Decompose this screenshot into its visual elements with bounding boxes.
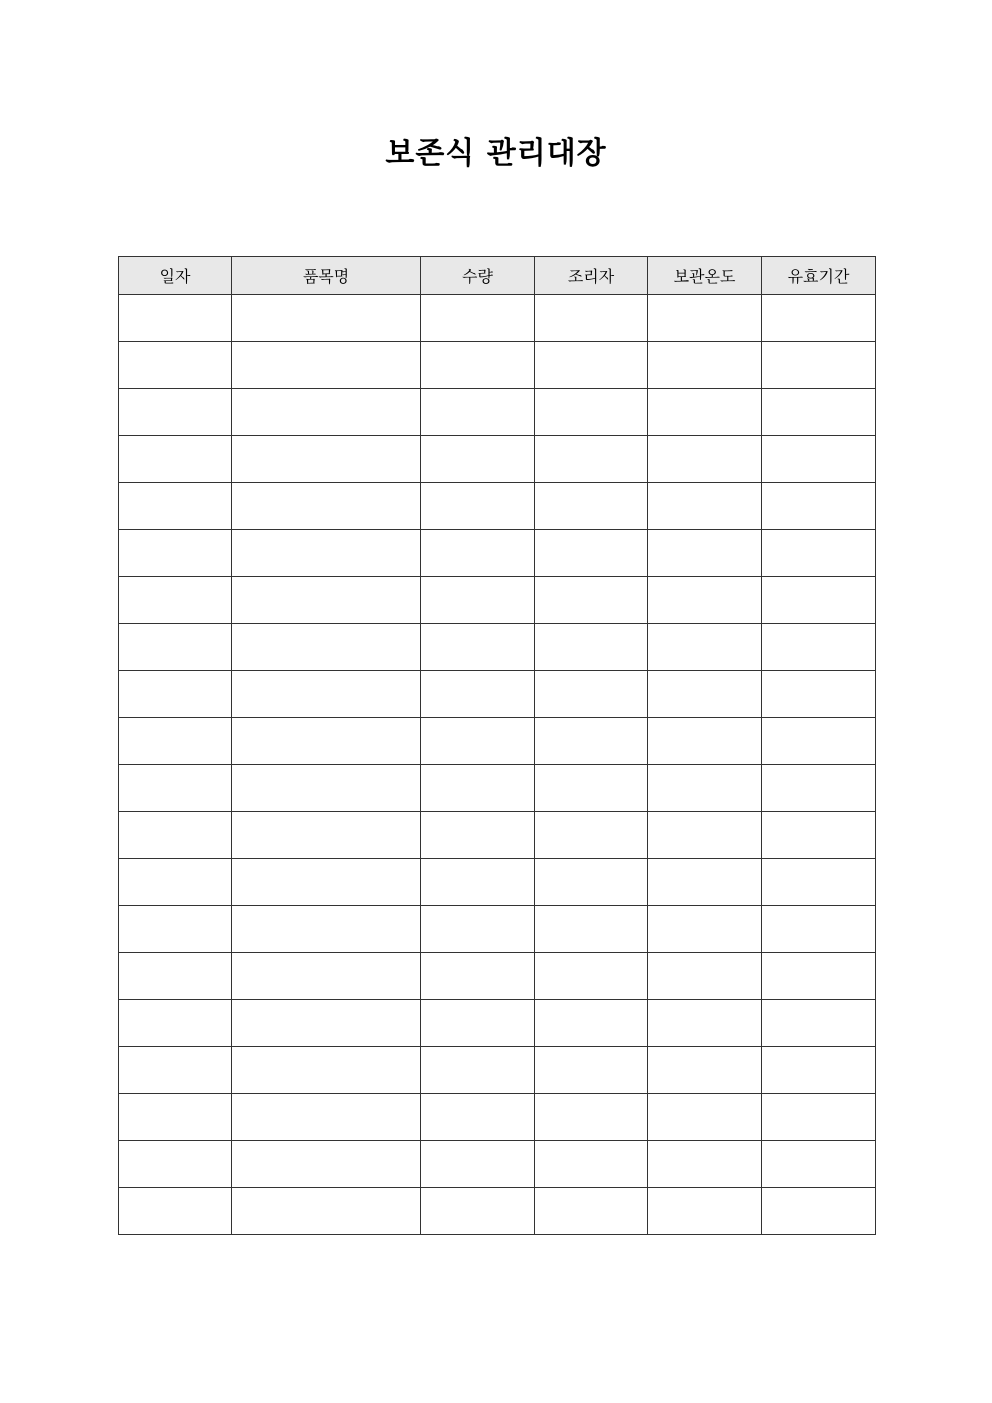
cell-item-name[interactable] [232,295,421,342]
cell-cook[interactable] [535,1141,648,1188]
cell-cook[interactable] [535,1000,648,1047]
cell-item-name[interactable] [232,671,421,718]
table-row [119,483,876,530]
cell-quantity[interactable] [421,436,535,483]
page-title: 보존식 관리대장 [385,136,607,171]
cell-storage-temperature[interactable] [648,718,762,765]
table-row [119,295,876,342]
table-row [119,624,876,671]
table-row [119,530,876,577]
table-row [119,389,876,436]
cell-storage-temperature[interactable] [648,1047,762,1094]
cell-expiry-period[interactable] [762,530,876,577]
cell-quantity[interactable] [421,671,535,718]
cell-date[interactable] [119,1000,232,1047]
table-row [119,718,876,765]
cell-expiry-period[interactable] [762,624,876,671]
cell-expiry-period[interactable] [762,295,876,342]
table-row [119,577,876,624]
cell-storage-temperature[interactable] [648,530,762,577]
cell-cook[interactable] [535,906,648,953]
cell-date[interactable] [119,1047,232,1094]
cell-cook[interactable] [535,859,648,906]
cell-date[interactable] [119,483,232,530]
cell-storage-temperature[interactable] [648,342,762,389]
cell-expiry-period[interactable] [762,1094,876,1141]
cell-date[interactable] [119,295,232,342]
cell-cook[interactable] [535,436,648,483]
cell-quantity[interactable] [421,718,535,765]
cell-item-name[interactable] [232,718,421,765]
cell-cook[interactable] [535,1047,648,1094]
cell-storage-temperature[interactable] [648,389,762,436]
cell-quantity[interactable] [421,859,535,906]
cell-date[interactable] [119,436,232,483]
cell-item-name[interactable] [232,1000,421,1047]
cell-storage-temperature[interactable] [648,1094,762,1141]
cell-quantity[interactable] [421,1188,535,1235]
cell-storage-temperature[interactable] [648,577,762,624]
cell-quantity[interactable] [421,1047,535,1094]
cell-cook[interactable] [535,1188,648,1235]
cell-item-name[interactable] [232,906,421,953]
cell-date[interactable] [119,718,232,765]
cell-cook[interactable] [535,812,648,859]
cell-cook[interactable] [535,530,648,577]
cell-storage-temperature[interactable] [648,483,762,530]
cell-quantity[interactable] [421,624,535,671]
table-row [119,1141,876,1188]
cell-item-name[interactable] [232,483,421,530]
cell-storage-temperature[interactable] [648,1000,762,1047]
cell-quantity[interactable] [421,1094,535,1141]
table-row [119,953,876,1000]
cell-cook[interactable] [535,389,648,436]
cell-date[interactable] [119,577,232,624]
cell-cook[interactable] [535,577,648,624]
cell-expiry-period[interactable] [762,436,876,483]
cell-quantity[interactable] [421,577,535,624]
cell-expiry-period[interactable] [762,859,876,906]
cell-cook[interactable] [535,1094,648,1141]
cell-date[interactable] [119,342,232,389]
cell-cook[interactable] [535,624,648,671]
cell-storage-temperature[interactable] [648,1141,762,1188]
cell-storage-temperature[interactable] [648,953,762,1000]
cell-expiry-period[interactable] [762,483,876,530]
column-header-quantity: 수량 [421,257,535,295]
cell-expiry-period[interactable] [762,765,876,812]
cell-quantity[interactable] [421,1000,535,1047]
cell-item-name[interactable] [232,1188,421,1235]
cell-quantity[interactable] [421,530,535,577]
cell-date[interactable] [119,906,232,953]
table-row [119,859,876,906]
cell-date[interactable] [119,953,232,1000]
cell-cook[interactable] [535,483,648,530]
cell-expiry-period[interactable] [762,1047,876,1094]
cell-item-name[interactable] [232,1141,421,1188]
cell-storage-temperature[interactable] [648,1188,762,1235]
cell-quantity[interactable] [421,953,535,1000]
cell-date[interactable] [119,1094,232,1141]
cell-date[interactable] [119,389,232,436]
cell-date[interactable] [119,624,232,671]
cell-expiry-period[interactable] [762,1141,876,1188]
cell-item-name[interactable] [232,859,421,906]
cell-quantity[interactable] [421,295,535,342]
table-row [119,1094,876,1141]
table-row [119,1000,876,1047]
cell-item-name[interactable] [232,765,421,812]
cell-expiry-period[interactable] [762,342,876,389]
cell-storage-temperature[interactable] [648,906,762,953]
cell-item-name[interactable] [232,1047,421,1094]
cell-expiry-period[interactable] [762,671,876,718]
cell-storage-temperature[interactable] [648,671,762,718]
cell-quantity[interactable] [421,1141,535,1188]
cell-item-name[interactable] [232,812,421,859]
cell-item-name[interactable] [232,342,421,389]
cell-item-name[interactable] [232,624,421,671]
cell-item-name[interactable] [232,1094,421,1141]
cell-cook[interactable] [535,953,648,1000]
table-row [119,342,876,389]
cell-quantity[interactable] [421,906,535,953]
cell-expiry-period[interactable] [762,389,876,436]
cell-expiry-period[interactable] [762,718,876,765]
cell-storage-temperature[interactable] [648,295,762,342]
cell-expiry-period[interactable] [762,577,876,624]
table-row [119,765,876,812]
cell-storage-temperature[interactable] [648,765,762,812]
cell-storage-temperature[interactable] [648,436,762,483]
cell-storage-temperature[interactable] [648,624,762,671]
cell-date[interactable] [119,530,232,577]
table-row [119,812,876,859]
cell-date[interactable] [119,812,232,859]
cell-storage-temperature[interactable] [648,812,762,859]
cell-quantity[interactable] [421,812,535,859]
cell-expiry-period[interactable] [762,906,876,953]
ledger-table [118,256,876,1235]
cell-date[interactable] [119,765,232,812]
column-header-storage-temperature: 보관온도 [648,257,762,295]
cell-cook[interactable] [535,295,648,342]
cell-quantity[interactable] [421,342,535,389]
column-header-expiry-period: 유효기간 [762,257,876,295]
cell-cook[interactable] [535,671,648,718]
cell-expiry-period[interactable] [762,812,876,859]
cell-cook[interactable] [535,342,648,389]
table-row [119,906,876,953]
cell-item-name[interactable] [232,389,421,436]
cell-date[interactable] [119,671,232,718]
table-row [119,671,876,718]
cell-storage-temperature[interactable] [648,859,762,906]
cell-quantity[interactable] [421,765,535,812]
cell-item-name[interactable] [232,436,421,483]
column-header-cook: 조리자 [535,257,648,295]
cell-item-name[interactable] [232,577,421,624]
cell-cook[interactable] [535,765,648,812]
table-row [119,1047,876,1094]
cell-expiry-period[interactable] [762,1000,876,1047]
column-header-item-name: 품목명 [232,257,421,295]
cell-item-name[interactable] [232,530,421,577]
table-header-row [119,257,876,295]
cell-quantity[interactable] [421,389,535,436]
table-row [119,1188,876,1235]
column-header-date: 일자 [119,257,232,295]
cell-quantity[interactable] [421,483,535,530]
cell-expiry-period[interactable] [762,953,876,1000]
cell-expiry-period[interactable] [762,1188,876,1235]
table-body [119,295,876,1235]
table-row [119,436,876,483]
cell-date[interactable] [119,859,232,906]
cell-date[interactable] [119,1188,232,1235]
cell-date[interactable] [119,1141,232,1188]
cell-item-name[interactable] [232,953,421,1000]
cell-cook[interactable] [535,718,648,765]
